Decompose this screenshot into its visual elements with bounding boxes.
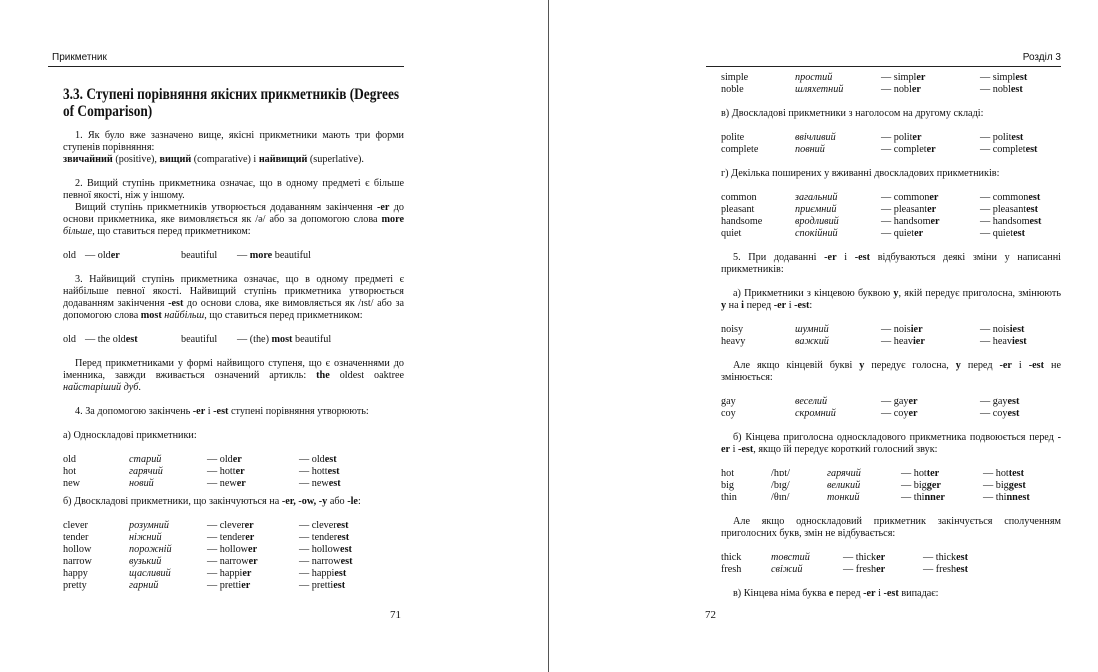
- subheading-5a: а) Прикметники з кінцевою буквою у, якій передує приголосна, змінюють у на і перед -er і -est:: [721, 288, 1062, 311]
- table-cluster: [721, 552, 968, 576]
- table-row: complete повний — completer — completest: [721, 144, 1038, 155]
- table-row: fresh свіжий — fresher — freshest: [721, 564, 968, 575]
- table-row: pleasant приємний — pleasanter — pleasantest: [721, 204, 1039, 215]
- section-heading: 3.3. Ступені порівняння якісних прикметників (Degrees of Comparison): [63, 86, 400, 120]
- table-row: common загальний — commoner — commonest: [721, 192, 1041, 203]
- table-continued: [721, 72, 1027, 96]
- table-row: noble шляхетний — nobler — noblest: [721, 84, 1023, 95]
- table-row: thick товстий — thicker — thickest: [721, 552, 968, 563]
- paragraph-1: 1. Як було вже зазначено вище, якісні прикметники мають три форми ступенів порівняння:: [63, 130, 404, 153]
- header-rule-left: [48, 66, 404, 67]
- paragraph-4: 3. Найвищий ступінь прикметника означає, що в одному предметі є найбільше певної якості. Найвищий ступінь прикметника утворюється додаванням закінчення -est до основи слова, яке вимовляється як /ɪst/ або за допомогою слова most найбільш, що ставиться перед прикметником:: [63, 274, 404, 321]
- table-row: tender ніжний — tenderer — tenderest: [63, 532, 350, 543]
- table-stressed-second: [721, 132, 1037, 156]
- table-row: happy щасливий — happier — happiest: [63, 568, 347, 579]
- table-row: quiet спокійний — quieter — quietest: [721, 228, 1025, 239]
- subheading-5b: б) Кінцева приголосна односкладового прикметника подвоюється перед -er і -est, якщо їй передує короткий голосний звук:: [721, 432, 1061, 455]
- paragraph-but-cluster: Але якщо односкладовий прикметник закінчується сполученням приголосних букв, змін не відбувається:: [721, 516, 1061, 539]
- table-disyllabic: [63, 520, 352, 592]
- table-row: simple простий — simpler — simplest: [721, 72, 1028, 83]
- left-page-content: [63, 86, 404, 592]
- table-row: coy скромний — coyer — coyest: [721, 408, 1020, 419]
- page-number-left: 71: [390, 609, 401, 621]
- page-number-right: 72: [705, 609, 716, 621]
- table-row: noisy шумний — noisier — noisiest: [721, 324, 1025, 335]
- table-row: clever розумний — cleverer — cleverest: [63, 520, 349, 531]
- paragraph-2: 2. Вищий ступінь прикметника означає, що в одному предметі є більше певної якості, ніж у іншому.: [63, 178, 404, 201]
- table-row: big /bɪg/ великий — bigger — biggest: [721, 480, 1026, 491]
- running-head-right: Розділ 3: [1022, 52, 1061, 63]
- table-row: gay веселий — gayer — gayest: [721, 396, 1020, 407]
- paragraph-5-rule: 5. При додаванні -er і -est відбуваються деякі зміни у написанні прикметників:: [721, 252, 1061, 275]
- paragraph-but-vowel: Але якщо кінцевій букві у передує голосна, у перед -er і -est не змінюється:: [721, 360, 1061, 383]
- page-gutter: [548, 0, 549, 672]
- paragraph-3: Вищий ступінь прикметників утворюється додаванням закінчення -er до основи прикметника, яке вимовляється як /ə/ або за допомогою слова more більше, що ставиться перед прикметником:: [63, 202, 404, 237]
- table-row: new новий — newer — newest: [63, 478, 341, 489]
- table-vowel-y: [721, 396, 1019, 420]
- subheading-a: а) Односкладові прикметники:: [63, 430, 197, 441]
- table-row: hot /hɒt/ гарячий — hotter — hottest: [721, 468, 1025, 479]
- example-superlative: old — the oldest beautiful — (the) most beautiful: [63, 334, 332, 345]
- table-row: heavy важкий — heavier — heaviest: [721, 336, 1027, 347]
- example-comparative: old — older beautiful — more beautiful: [63, 250, 311, 261]
- subheading-v: в) Двоскладові прикметники з наголосом на другому складі:: [721, 108, 984, 119]
- subheading-b: б) Двоскладові прикметники, що закінчуються на -er, -ow, -y або -le:: [63, 496, 361, 507]
- right-page-content: [721, 72, 1061, 600]
- table-row: hot гарячий — hotter — hottest: [63, 466, 340, 477]
- paragraph-1-forms: звичайний (positive), вищий (comparative) і найвищий (superlative).: [63, 154, 364, 165]
- table-row: pretty гарний — prettier — prettiest: [63, 580, 346, 591]
- table-row: thin /θɪn/ тонкий — thinner — thinnest: [721, 492, 1030, 503]
- table-common: [721, 192, 1041, 240]
- table-row: old старий — older — oldest: [63, 454, 337, 465]
- table-row: polite ввічливий — politer — politest: [721, 132, 1024, 143]
- table-monosyllabic: [63, 454, 341, 490]
- table-doubling: [721, 468, 1030, 504]
- subheading-g: г) Декілька поширених у вживанні двоскладових прикметників:: [721, 168, 1000, 179]
- table-row: handsome вродливий — handsomer — handsomest: [721, 216, 1042, 227]
- right-page: [551, 0, 1098, 672]
- table-row: hollow порожній — hollower — hollowest: [63, 544, 352, 555]
- subheading-5v: в) Кінцева німа буква е перед -er і -est випадає:: [733, 588, 939, 599]
- table-y-to-i: [721, 324, 1027, 348]
- header-rule-right: [706, 66, 1061, 67]
- paragraph-6: 4. За допомогою закінчень -er і -est ступені порівняння утворюють:: [75, 406, 369, 417]
- table-row: narrow вузький — narrower — narrowest: [63, 556, 353, 567]
- paragraph-5: Перед прикметниками у формі найвищого ступеня, що є означеннями до іменника, завжди вживається означений артикль: the oldest oaktree найстаріший дуб.: [63, 358, 405, 393]
- running-head-left: Прикметник: [52, 52, 107, 63]
